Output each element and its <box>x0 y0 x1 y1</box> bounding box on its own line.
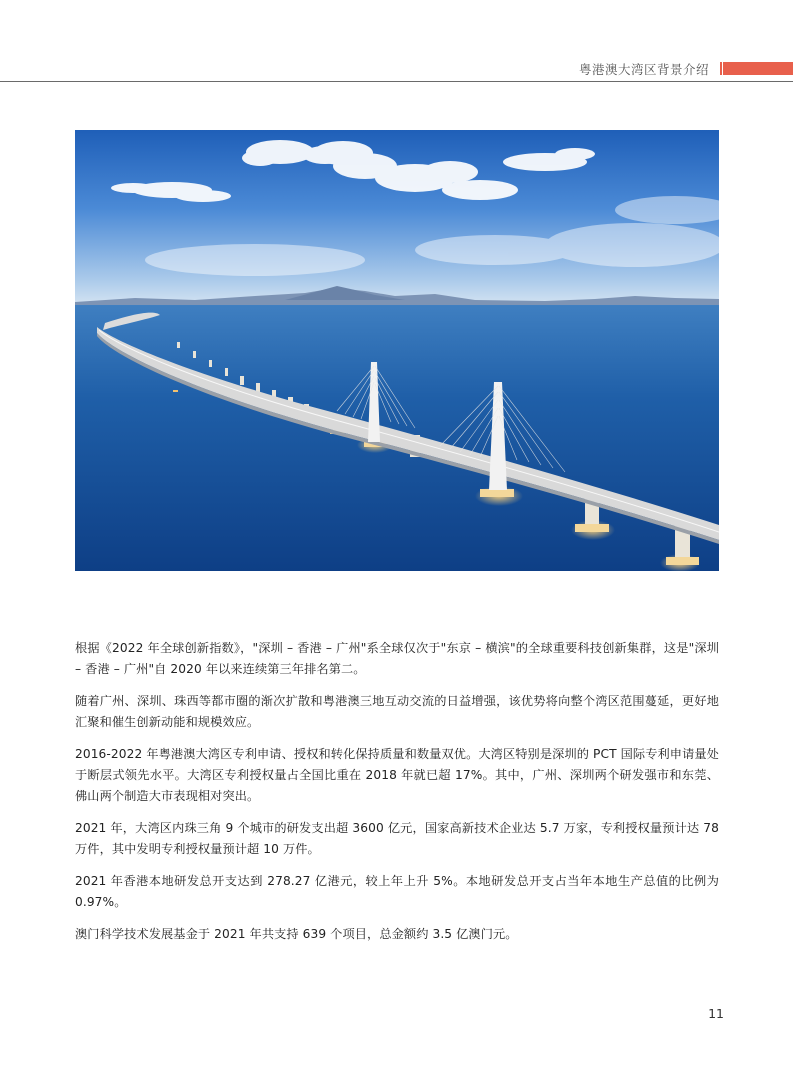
paragraph-patents: 2016-2022 年粤港澳大湾区专利申请、授权和转化保持质量和数量双优。大湾区特别是深圳的 PCT 国际专利申请量处于断层式领先水平。大湾区专利授权量占全国比重在 2018 年就已超 17%。其中，广州、深圳两个研发强市和东莞、佛山两个制造大市表现相对突出。 <box>75 747 719 803</box>
header-accent-bar <box>718 62 793 75</box>
paragraph-rd-spending: 2021 年，大湾区内珠三角 9 个城市的研发支出超 3600 亿元，国家高新技术企业达 5.7 万家，专利授权量预计达 78 万件，其中发明专利授权量预计超 10 万件。 <box>75 821 719 856</box>
page-number: 11 <box>708 1006 724 1021</box>
bridge-photo <box>75 130 719 571</box>
paragraph-hong-kong-rd: 2021 年香港本地研发总开支达到 278.27 亿港元，较上年上升 5%。本地研发总开支占当年本地生产总值的比例为 0.97%。 <box>75 874 719 909</box>
body-text <box>75 638 719 956</box>
paragraph-innovation-index: 根据《2022 年全球创新指数》，"深圳 – 香港 – 广州"系全球仅次于"东京 – 横滨"的全球重要科技创新集群，这是"深圳 – 香港 – 广州"自 2020 年以来连续第三年排名第二。 <box>75 641 719 676</box>
paragraph-metropolitan-spread: 随着广州、深圳、珠西等都市圈的渐次扩散和粤港澳三地互动交流的日益增强，该优势将向整个湾区范围蔓延，更好地汇聚和催生创新动能和规模效应。 <box>75 694 719 729</box>
paragraph-macau-fund: 澳门科学技术发展基金于 2021 年共支持 639 个项目，总金额约 3.5 亿澳门元。 <box>75 927 518 941</box>
header-rule <box>0 81 793 82</box>
header-title: 粤港澳大湾区背景介绍 <box>578 62 709 77</box>
